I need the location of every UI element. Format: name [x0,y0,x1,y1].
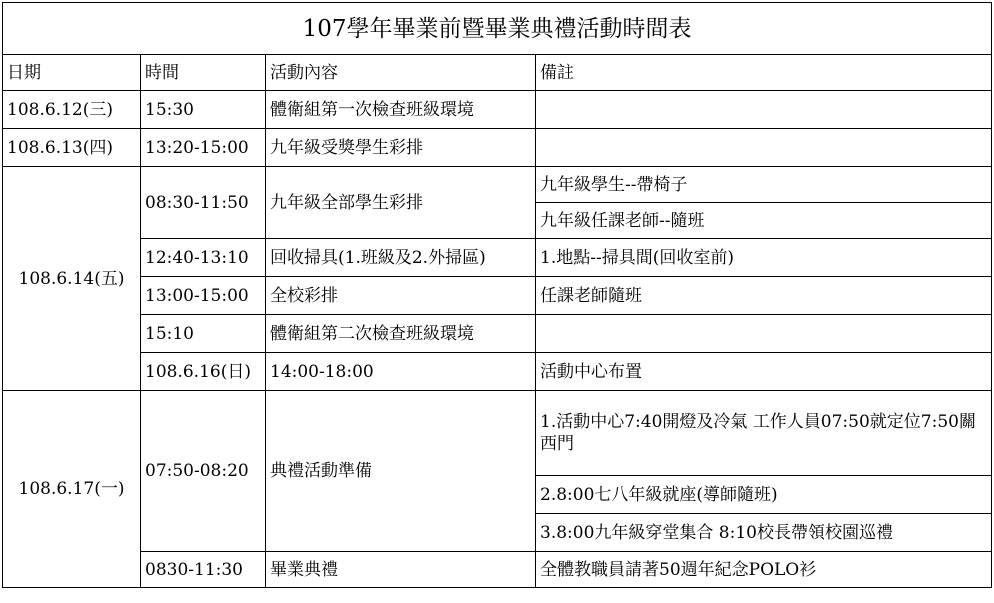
date-cell: 108.6.13(四) [3,129,141,167]
table-row [3,552,992,588]
schedule-table [2,2,992,588]
note-cell: 全體教職員請著50週年紀念POLO衫 [536,552,992,588]
page-title: 107學年畢業前暨畢業典禮活動時間表 [3,3,992,55]
note-cell [536,315,992,353]
time-cell: 14:00-18:00 [266,353,536,391]
activity-cell: 回收掃具(1.班級及2.外掃區) [266,239,536,277]
activity-cell: 活動中心布置 [536,353,992,391]
table-row [3,391,992,476]
time-cell: 13:20-15:00 [141,129,266,167]
header-activity: 活動內容 [266,55,536,91]
activity-cell: 畢業典禮 [266,552,536,588]
table-row [3,353,992,391]
time-cell: 07:50-08:20 [141,391,266,552]
table-row [3,277,992,315]
header-note: 備註 [536,55,992,91]
time-cell: 0830-11:30 [141,552,266,588]
table-row [3,315,992,353]
activity-cell: 全校彩排 [266,277,536,315]
table-row [3,167,992,203]
date-cell: 108.6.16(日) [141,353,266,391]
activity-cell: 九年級全部學生彩排 [266,167,536,239]
time-cell: 12:40-13:10 [141,239,266,277]
time-cell: 15:10 [141,315,266,353]
activity-cell: 典禮活動準備 [266,391,536,552]
time-cell: 15:30 [141,91,266,129]
table-row [3,129,992,167]
activity-cell: 體衛組第二次檢查班級環境 [266,315,536,353]
time-cell: 13:00-15:00 [141,277,266,315]
header-time: 時間 [141,55,266,91]
note-cell: 任課老師隨班 [536,277,992,315]
note-cell [536,91,992,129]
header-date: 日期 [3,55,141,91]
title-row [3,3,992,55]
time-cell: 08:30-11:50 [141,167,266,239]
date-cell: 108.6.14(五) [3,167,141,391]
note-cell [536,129,992,167]
date-cell: 108.6.12(三) [3,91,141,129]
table-row [3,91,992,129]
header-row [3,55,992,91]
note-cell: 1.地點--掃具間(回收室前) [536,239,992,277]
note-cell: 2.8:00七八年級就座(導師隨班) [536,476,992,514]
note-cell: 1.活動中心7:40開燈及冷氣 工作人員07:50就定位7:50關西門 [536,391,992,476]
date-cell: 108.6.17(一) [3,391,141,588]
activity-cell: 體衛組第一次檢查班級環境 [266,91,536,129]
note-cell: 九年級任課老師--隨班 [536,203,992,239]
table-row [3,239,992,277]
activity-cell: 九年級受獎學生彩排 [266,129,536,167]
note-cell: 3.8:00九年級穿堂集合 8:10校長帶領校園巡禮 [536,514,992,552]
note-cell: 九年級學生--帶椅子 [536,167,992,203]
